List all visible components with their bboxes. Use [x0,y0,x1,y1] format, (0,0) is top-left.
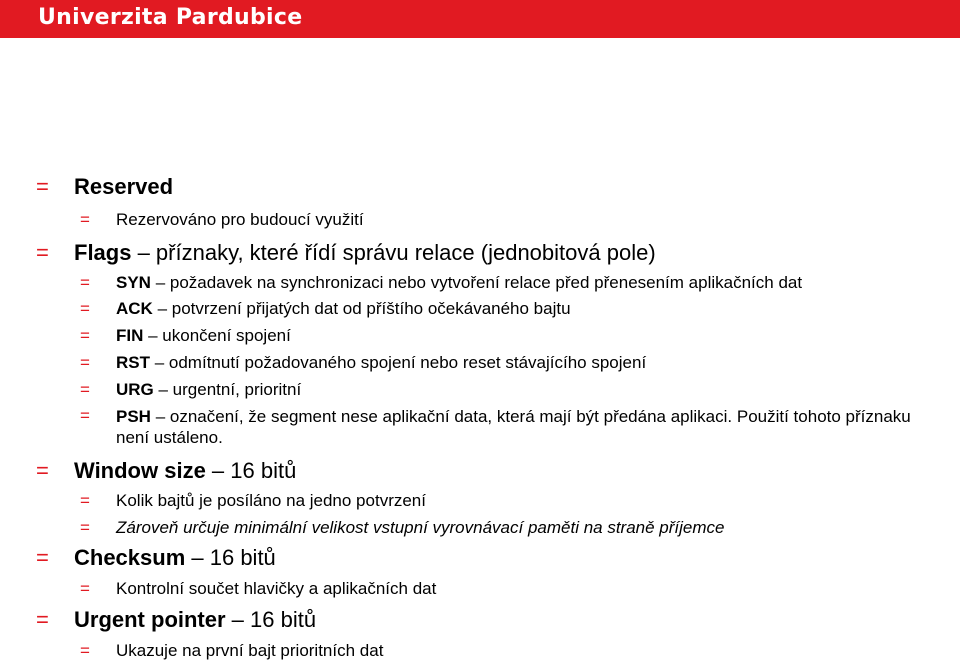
item-term: SYN [116,273,151,292]
bullet-marker: = [80,491,90,510]
item-rest: – 16 bitů [225,607,317,632]
item-term: FIN [116,326,144,345]
bullet-marker: = [36,240,49,265]
item-rest: – 16 bitů [205,458,297,483]
bullet-marker: = [80,380,90,399]
bullet-marker: = [80,273,90,292]
item-term: RST [116,353,150,372]
item-text: Kolik bajtů je posíláno na jedno potvrzení [116,491,426,510]
item-term: PSH [116,407,151,426]
item-text: Kontrolní součet hlavičky a aplikačních dat [116,579,437,598]
item-rest: – označení, že segment nese aplikační data, která mají být předána aplikaci. Použití tohoto příznaku není ustáleno. [116,407,911,447]
bullet-marker: = [80,406,90,425]
university-logo-text: Univerzita Pardubice [38,5,303,30]
item-rest: – potvrzení přijatých dat od příštího očekávaného bajtu [152,299,571,318]
item-term: Checksum [74,545,186,570]
bullet-marker: = [36,545,49,570]
item-rest: – urgentní, prioritní [153,380,302,399]
item-rest: – příznaky, které řídí správu relace (jednobitová pole) [131,240,656,265]
bullet-marker: = [80,326,90,345]
item-rest: – ukončení spojení [143,326,291,345]
item-rest: – požadavek na synchronizaci nebo vytvoření relace před přenesením aplikačních dat [150,273,803,292]
bullet-marker: = [80,641,90,660]
item-term: Window size [74,458,206,483]
bullet-marker: = [36,607,49,632]
item-term: Flags [74,240,132,265]
bullet-marker: = [36,174,49,199]
bullet-marker: = [80,210,90,229]
item-term: URG [116,380,154,399]
item-term: ACK [116,299,153,318]
bullet-marker: = [36,458,49,483]
item-rest: – odmítnutí požadovaného spojení nebo reset stávajícího spojení [150,353,647,372]
item-term: Reserved [74,174,174,199]
item-rest: – 16 bitů [185,545,276,570]
item-italic-text: Zároveň určuje minimální velikost vstupní vyrovnávací paměti na straně příjemce [116,518,725,537]
bullet-marker: = [80,353,90,372]
bullet-marker: = [80,518,90,537]
item-text: Ukazuje na první bajt prioritních dat [116,641,384,660]
bullet-marker: = [80,579,90,598]
bullet-marker: = [80,299,90,318]
item-term: Urgent pointer [74,607,226,632]
item-text: Rezervováno pro budoucí využití [116,210,364,229]
